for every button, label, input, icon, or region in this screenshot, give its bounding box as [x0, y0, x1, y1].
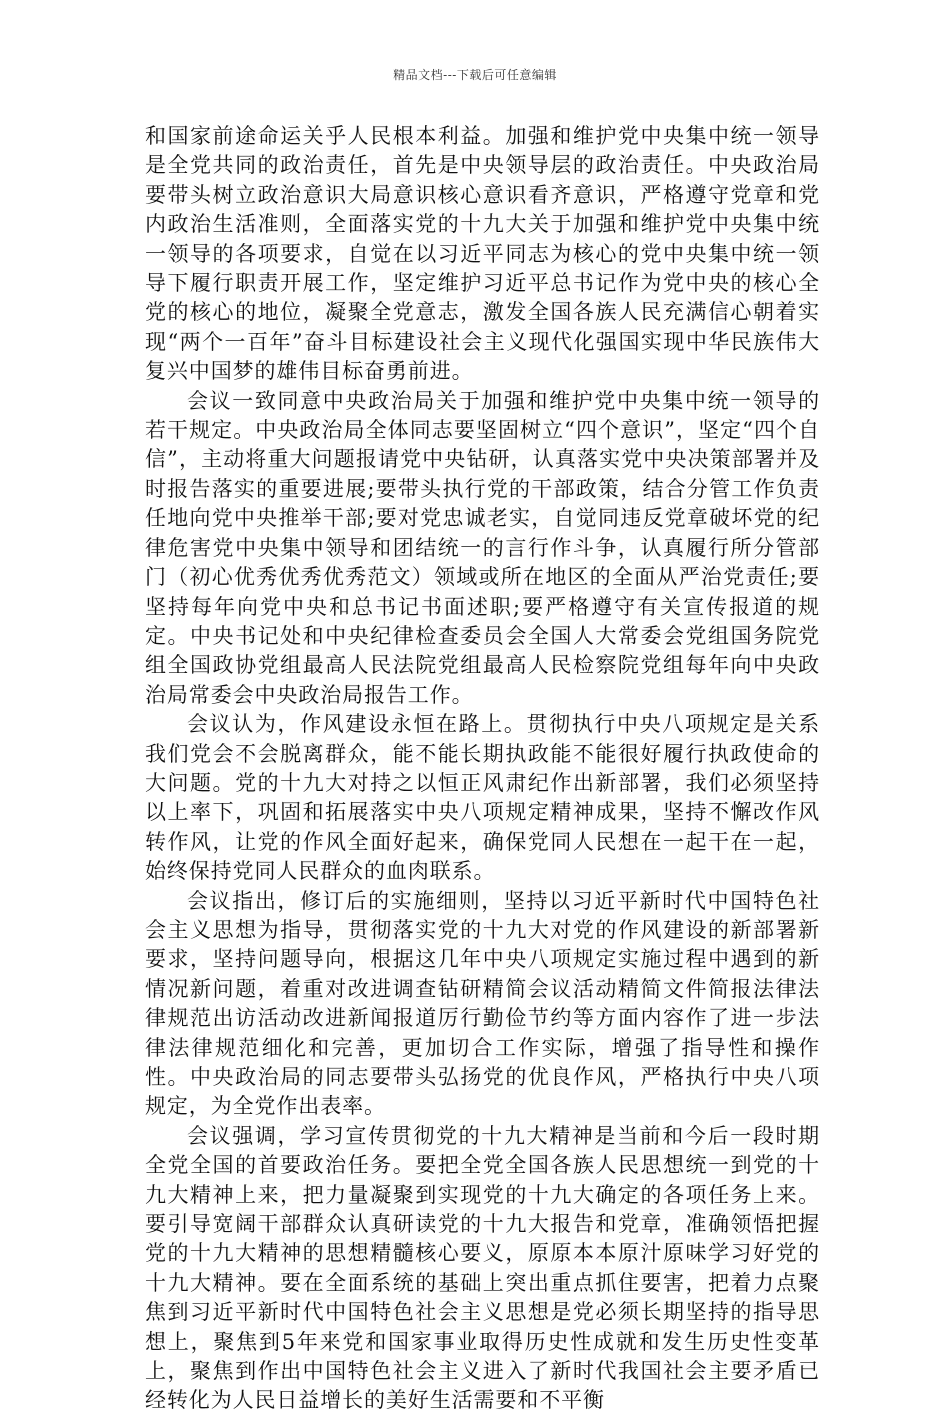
- document-body: [145, 122, 820, 1416]
- page-header: 精品文档---下载后可任意编辑: [393, 68, 557, 82]
- paragraph: 会议认为，作风建设永恒在路上。贯彻执行中央八项规定是关系我们党会不会脱离群众，能不能长期执政能不能很好履行执政使命的大问题。党的十九大对持之以恒正风肃纪作出新部署，我们必须坚持以上率下，巩固和拓展落实中央八项规定精神成果，坚持不懈改作风转作风，让党的作风全面好起来，确保党同人民想在一起干在一起，始终保持党同人民群众的血肉联系。: [145, 712, 820, 884]
- paragraph: 会议指出，修订后的实施细则，坚持以习近平新时代中国特色社会主义思想为指导，贯彻落实党的十九大对党的作风建设的新部署新要求，坚持问题导向，根据这几年中央八项规定实施过程中遇到的新情况新问题，着重对改进调查钻研精简会议活动精简文件简报法律法律规范出访活动改进新闻报道厉行勤俭节约等方面内容作了进一步法律法律规范细化和完善，更加切合工作实际，增强了指导性和操作性。中央政治局的同志要带头弘扬党的优良作风，严格执行中央八项规定，为全党作出表率。: [145, 888, 820, 1119]
- paragraph: 会议强调，学习宣传贯彻党的十九大精神是当前和今后一段时期全党全国的首要政治任务。要把全党全国各族人民思想统一到党的十九大精神上来，把力量凝聚到实现党的十九大确定的各项任务上来。要引导宽阔干部群众认真研读党的十九大报告和党章，准确领悟把握党的十九大精神的思想精髓核心要义，原原本本原汁原味学习好党的十九大精神。要在全面系统的基础上突出重点抓住要害，把着力点聚焦到习近平新时代中国特色社会主义思想是党必须长期坚持的指导思想上，聚焦到5年来党和国家事业取得历史性成就和发生历史性变革上，聚焦到作出中国特色社会主义进入了新时代我国社会主要矛盾已经转化为人民日益增长的美好生活需要和不平衡: [145, 1123, 820, 1413]
- paragraph-continuation: 和国家前途命运关乎人民根本利益。加强和维护党中央集中统一领导是全党共同的政治责任，首先是中央领导层的政治责任。中央政治局要带头树立政治意识大局意识核心意识看齐意识，严格遵守党章和党内政治生活准则，全面落实党的十九大关于加强和维护党中央集中统一领导的各项要求，自觉在以习近平同志为核心的党中央集中统一领导下履行职责开展工作，坚定维护习近平总书记作为党中央的核心全党的核心的地位，凝聚全党意志，激发全国各族人民充满信心朝着实现“两个一百年”奋斗目标建设社会主义现代化强国实现中华民族伟大复兴中国梦的雄伟目标奋勇前进。: [145, 124, 820, 384]
- paragraph: 会议一致同意中央政治局关于加强和维护党中央集中统一领导的若干规定。中央政治局全体同志要坚固树立“四个意识”，坚定“四个自信”，主动将重大问题报请党中央钻研，认真落实党中央决策部署并及时报告落实的重要进展;要带头执行党的干部政策，结合分管工作负责任地向党中央推举干部;要对党忠诚老实，自觉同违反党章破坏党的纪律危害党中央集中领导和团结统一的言行作斗争，认真履行所分管部门（初心优秀优秀优秀范文）领域或所在地区的全面从严治党责任;要坚持每年向党中央和总书记书面述职;要严格遵守有关宣传报道的规定。中央书记处和中央纪律检查委员会全国人大常委会党组国务院党组全国政协党组最高人民法院党组最高人民检察院党组每年向中央政治局常委会中央政治局报告工作。: [145, 388, 820, 707]
